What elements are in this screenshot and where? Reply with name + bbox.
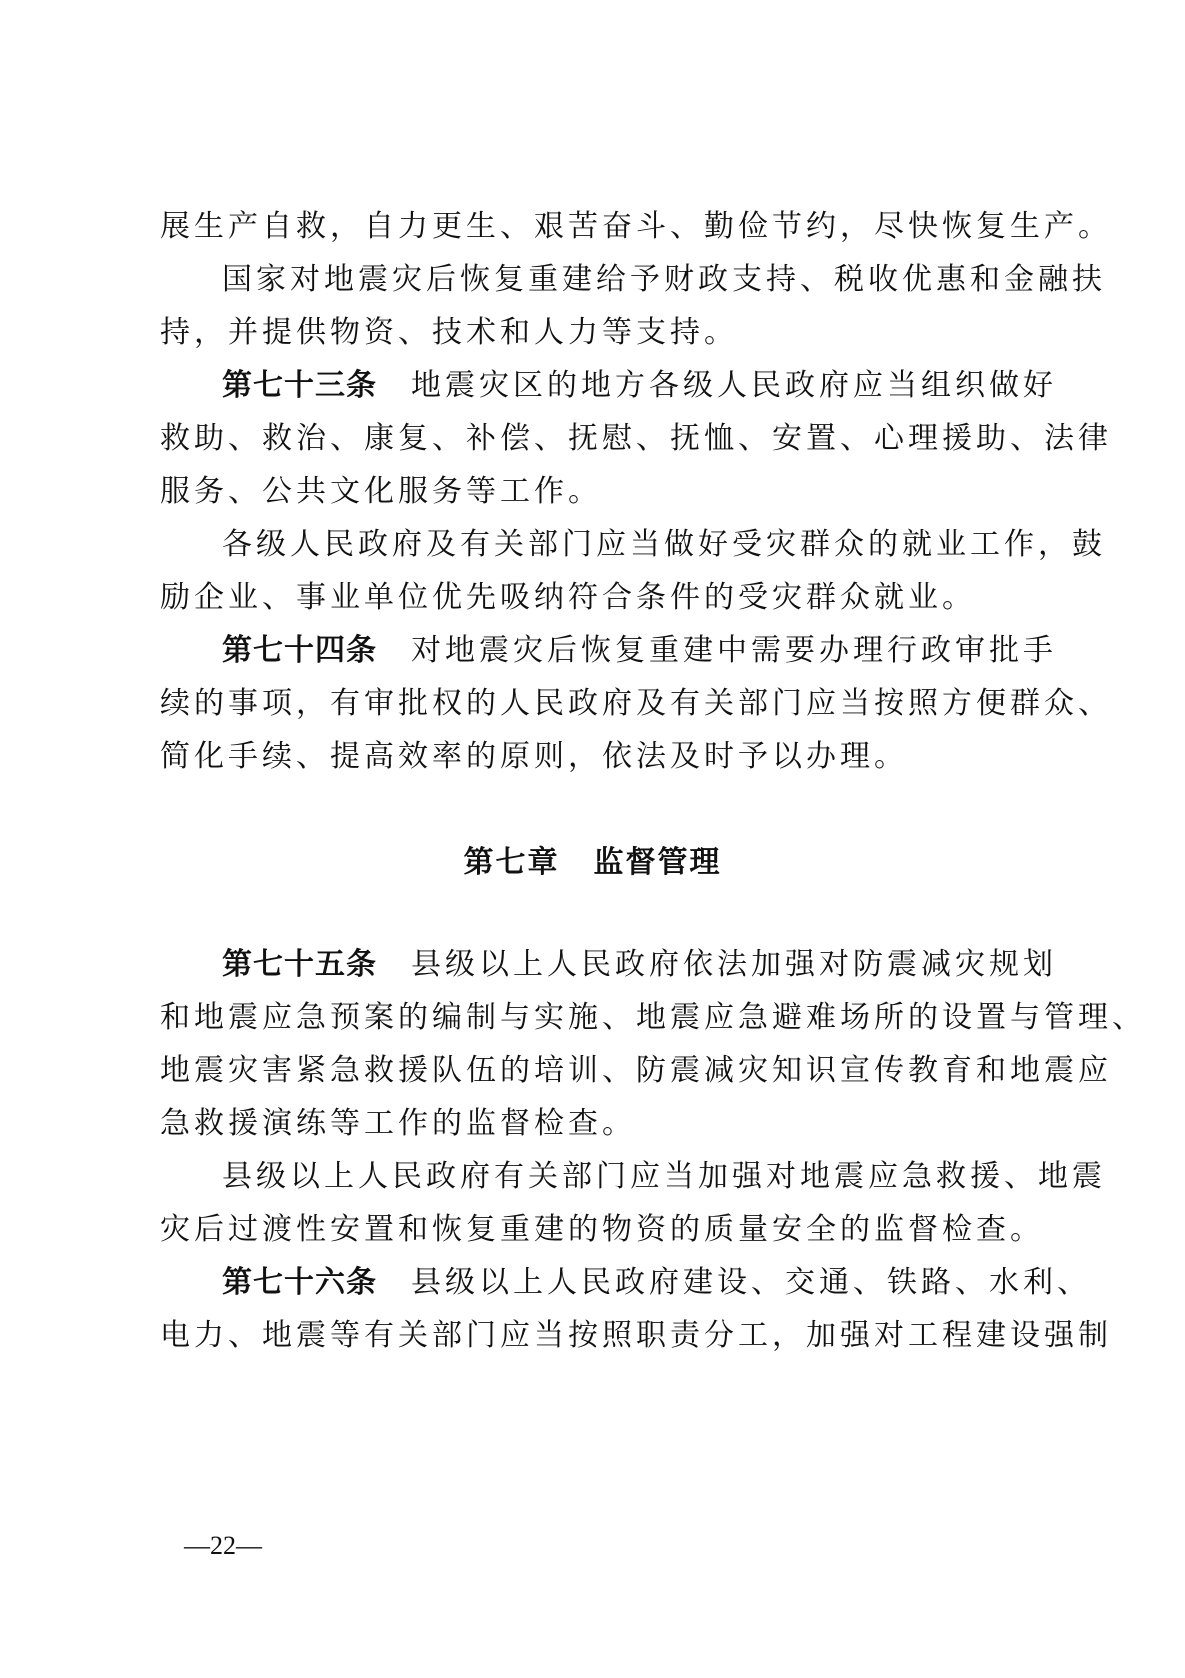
- text-content: 地震灾害紧急救援队伍的培训、防震减灾知识宣传教育和地震应: [160, 1053, 1112, 1088]
- text-line: [160, 419, 1112, 459]
- article-heading: 第七十六条: [222, 1265, 377, 1300]
- article-74-first-line: [222, 631, 1057, 671]
- paragraph-first-line: [222, 1157, 1106, 1197]
- text-line: [160, 207, 1112, 247]
- text-content: 续的事项，有审批权的人民政府及有关部门应当按照方便群众、: [160, 686, 1112, 721]
- chapter-title: 监督管理: [593, 845, 722, 880]
- article-73-first-line: [222, 366, 1057, 406]
- text-line: [160, 1051, 1112, 1091]
- text-content: 县级以上人民政府建设、交通、铁路、水利、: [411, 1265, 1091, 1300]
- text-line: [160, 1104, 1040, 1144]
- text-content: 各级人民政府及有关部门应当做好受灾群众的就业工作，鼓: [222, 527, 1106, 562]
- text-content: 国家对地震灾后恢复重建给予财政支持、税收优惠和金融扶: [222, 262, 1106, 297]
- text-content: 灾后过渡性安置和恢复重建的物资的质量安全的监督检查。: [160, 1212, 1044, 1247]
- article-heading: 第七十四条: [222, 633, 377, 668]
- text-line: [160, 1316, 1112, 1356]
- text-content: 县级以上人民政府依法加强对防震减灾规划: [411, 947, 1057, 982]
- page-number: —22—: [184, 1531, 262, 1560]
- text-content: 电力、地震等有关部门应当按照职责分工，加强对工程建设强制: [160, 1318, 1112, 1353]
- text-line: [160, 684, 1112, 724]
- text-content: 地震灾区的地方各级人民政府应当组织做好: [411, 368, 1057, 403]
- text-content: 展生产自救，自力更生、艰苦奋斗、勤俭节约，尽快恢复生产。: [160, 209, 1112, 244]
- article-heading: 第七十五条: [222, 947, 377, 982]
- text-line: [160, 737, 1040, 777]
- article-76-first-line: [222, 1263, 1091, 1303]
- text-line: [160, 578, 1040, 618]
- text-line: [160, 313, 1040, 353]
- chapter-heading: [0, 843, 1185, 883]
- article-heading: 第七十三条: [222, 368, 377, 403]
- text-content: 励企业、事业单位优先吸纳符合条件的受灾群众就业。: [160, 580, 976, 615]
- text-content: 急救援演练等工作的监督检查。: [160, 1106, 636, 1141]
- chapter-number: 第七章: [463, 845, 560, 880]
- text-content: 简化手续、提高效率的原则，依法及时予以办理。: [160, 739, 908, 774]
- text-content: 服务、公共文化服务等工作。: [160, 474, 602, 509]
- text-content: 对地震灾后恢复重建中需要办理行政审批手: [411, 633, 1057, 668]
- text-line: [160, 998, 1146, 1038]
- paragraph-first-line: [222, 260, 1106, 300]
- article-75-first-line: [222, 945, 1057, 985]
- text-content: 救助、救治、康复、补偿、抚慰、抚恤、安置、心理援助、法律: [160, 421, 1112, 456]
- text-content: 县级以上人民政府有关部门应当加强对地震应急救援、地震: [222, 1159, 1106, 1194]
- text-content: 持，并提供物资、技术和人力等支持。: [160, 315, 738, 350]
- text-content: 和地震应急预案的编制与实施、地震应急避难场所的设置与管理、: [160, 1000, 1146, 1035]
- text-line: [160, 1210, 1044, 1250]
- text-line: [160, 472, 1040, 512]
- paragraph-first-line: [222, 525, 1106, 565]
